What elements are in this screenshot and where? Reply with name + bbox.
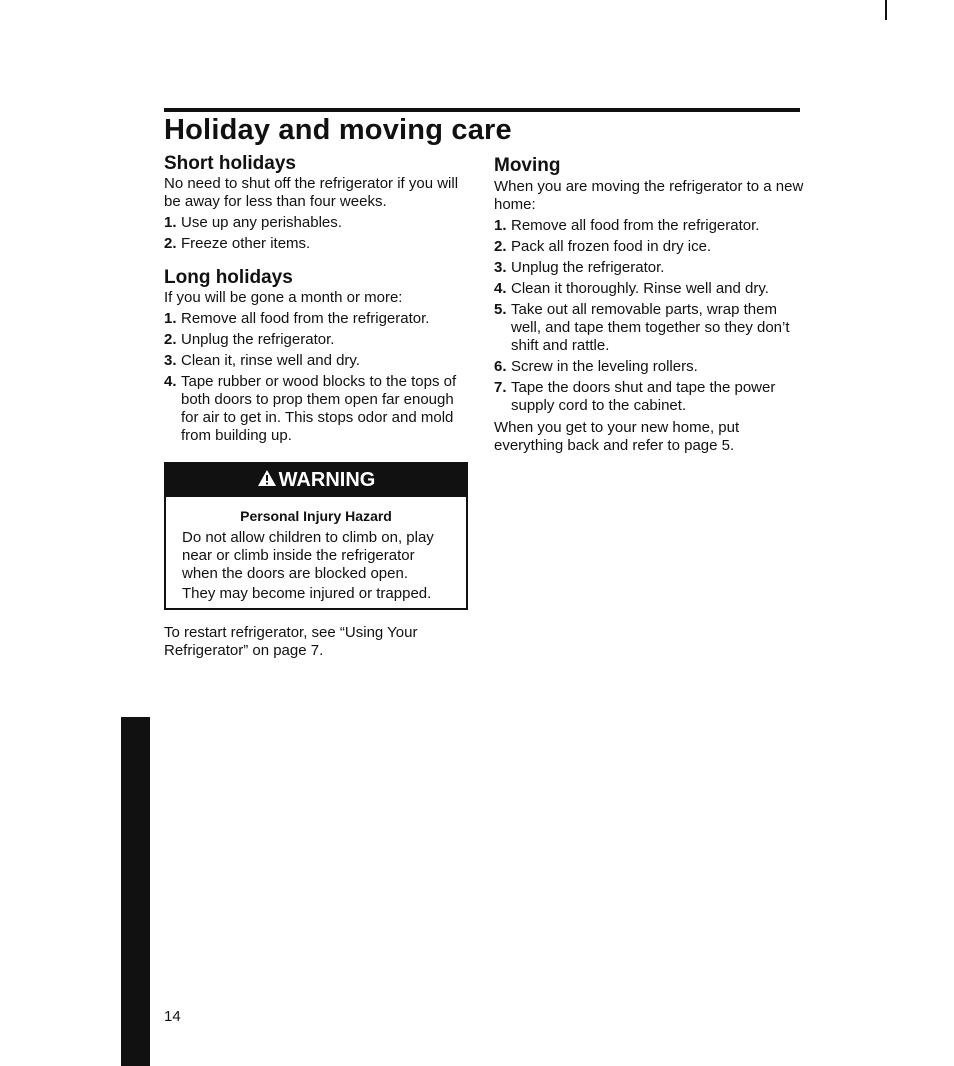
list-item — [494, 358, 804, 376]
list-item — [494, 238, 804, 256]
step-text: Tape rubber or wood blocks to the tops of both doors to prop them open far enough for air to get in. This stops odor and mold from building up. — [181, 373, 457, 444]
list-item — [494, 259, 804, 277]
page-title: Holiday and moving care — [164, 114, 512, 146]
warning-consequence: They may become injured or trapped. — [182, 585, 432, 602]
short-holidays-heading: Short holidays — [164, 153, 296, 174]
step-number: 3. — [494, 259, 507, 276]
step-number: 2. — [164, 331, 177, 348]
step-number: 7. — [494, 379, 507, 396]
list-item — [494, 301, 804, 355]
step-number: 5. — [494, 301, 507, 318]
list-item — [164, 352, 474, 370]
step-number: 4. — [164, 373, 177, 390]
step-number: 2. — [494, 238, 507, 255]
step-number: 1. — [164, 214, 177, 231]
warning-box — [164, 462, 468, 610]
step-text: Unplug the refrigerator. — [511, 259, 665, 276]
warning-triangle-icon — [257, 469, 277, 493]
warning-text: Do not allow children to climb on, play near or climb inside the refrigerator when the doors are blocked open. — [182, 529, 434, 582]
step-number: 2. — [164, 235, 177, 252]
list-item — [164, 373, 474, 445]
warning-subtitle: Personal Injury Hazard — [240, 508, 392, 524]
step-text: Screw in the leveling rollers. — [511, 358, 698, 375]
step-text: Remove all food from the refrigerator. — [181, 310, 430, 327]
step-number: 1. — [164, 310, 177, 327]
moving-outro: When you get to your new home, put everything back and refer to page 5. — [494, 419, 740, 454]
warning-label: WARNING — [278, 469, 376, 491]
list-item — [164, 214, 474, 232]
list-item — [164, 331, 474, 349]
step-number: 4. — [494, 280, 507, 297]
moving-steps — [494, 217, 804, 415]
step-number: 1. — [494, 217, 507, 234]
step-text: Pack all frozen food in dry ice. — [511, 238, 712, 255]
step-number: 3. — [164, 352, 177, 369]
step-text: Clean it, rinse well and dry. — [181, 352, 360, 369]
page-number: 14 — [164, 1008, 181, 1025]
long-holidays-intro: If you will be gone a month or more: — [164, 289, 403, 306]
step-text: Tape the doors shut and tape the power supply cord to the cabinet. — [511, 379, 776, 414]
step-text: Unplug the refrigerator. — [181, 331, 335, 348]
restart-note: To restart refrigerator, see “Using Your Refrigerator” on page 7. — [164, 624, 418, 659]
list-item — [164, 310, 474, 328]
moving-heading: Moving — [494, 155, 561, 176]
list-item — [494, 280, 804, 298]
right-column — [494, 155, 804, 455]
long-holidays-heading: Long holidays — [164, 267, 293, 288]
top-margin-mark — [885, 0, 887, 20]
step-number: 6. — [494, 358, 507, 375]
short-holidays-steps — [164, 214, 474, 253]
list-item — [494, 217, 804, 235]
step-text: Take out all removable parts, wrap them well, and tape them together so they don’t shift and rattle. — [511, 301, 790, 354]
warning-header — [166, 464, 466, 497]
step-text: Remove all food from the refrigerator. — [511, 217, 760, 234]
moving-intro: When you are moving the refrigerator to a new home: — [494, 178, 804, 213]
list-item — [494, 379, 804, 415]
step-text: Use up any perishables. — [181, 214, 342, 231]
short-holidays-intro: No need to shut off the refrigerator if you will be away for less than four weeks. — [164, 175, 459, 210]
warning-body — [166, 497, 466, 603]
title-rule — [164, 108, 800, 112]
step-text: Freeze other items. — [181, 235, 311, 252]
section-thumb-tab — [121, 717, 150, 1066]
left-column — [164, 153, 474, 445]
long-holidays-steps — [164, 310, 474, 445]
list-item — [164, 235, 474, 253]
step-text: Clean it thoroughly. Rinse well and dry. — [511, 280, 769, 297]
